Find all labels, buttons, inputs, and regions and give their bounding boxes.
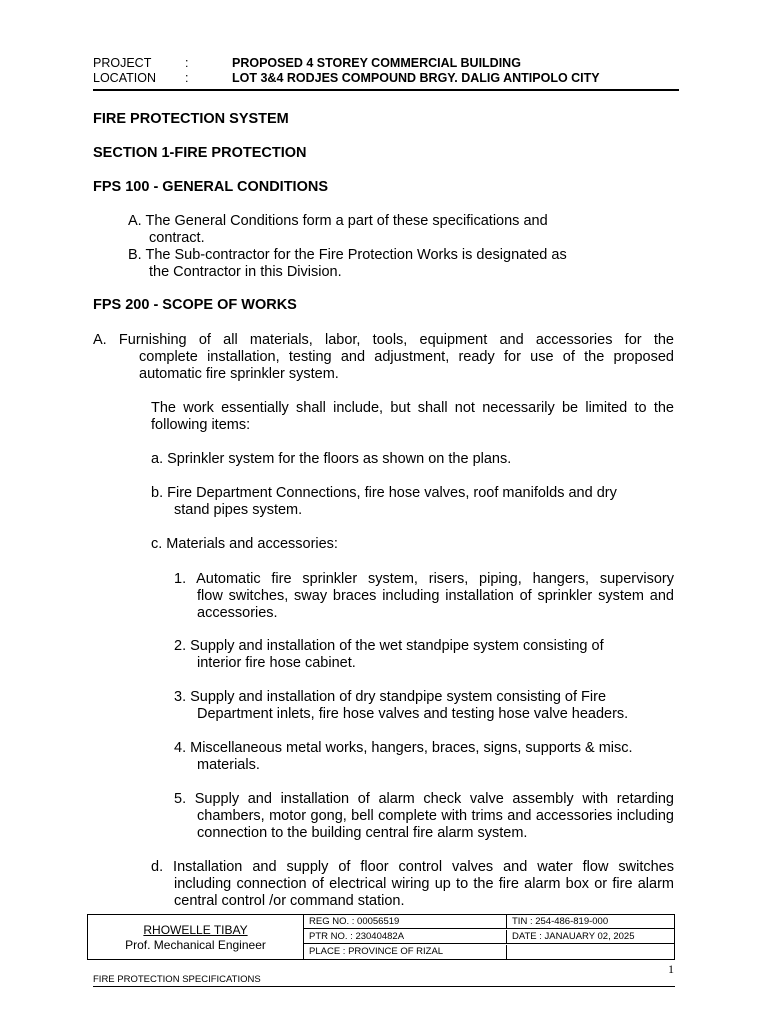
condition-a-line1: A. The General Conditions form a part of these specifications and [128,213,548,229]
item-b-line2: stand pipes system. [174,502,303,518]
item-b-line1: b. Fire Department Connections, fire hose valves, roof manifolds and dry [151,485,617,501]
scope-a-body: complete installation, testing and adjustment, ready for use of the proposed automatic fire sprinkler system. [139,349,674,382]
item-c3-line2: Department inlets, fire hose valves and testing hose valve headers. [197,706,629,722]
page-number: 1 [668,962,674,976]
project-label: PROJECT [93,56,152,70]
item-c: c. Materials and accessories: [151,536,338,552]
footer-divider [93,986,675,987]
item-c3-line1: 3. Supply and installation of dry standpipe system consisting of Fire [174,689,607,705]
item-d-body: including connection of electrical wiring up to the fire alarm box or fire alarm central control /or command station. [174,876,674,909]
empty-cell [507,945,674,959]
project-colon: : [185,56,189,70]
condition-a-line2: contract. [149,230,205,246]
date: DATE : JANAUARY 02, 2025 [507,930,674,944]
signature-box [87,914,675,960]
location-colon: : [185,71,189,85]
item-c2-line2: interior fire hose cabinet. [197,655,356,671]
tin: TIN : 254-486-819-000 [507,915,674,929]
item-c5-line1: 5. Supply and installation of alarm check valve assembly with retarding [174,791,674,807]
location-label: LOCATION [93,71,156,85]
item-a: a. Sprinkler system for the floors as shown on the plans. [151,451,512,467]
reg-no: REG NO. : 00056519 [304,915,507,929]
engineer-cell [88,915,304,959]
scope-intro: The work essentially shall include, but shall not necessarily be limited to the following items: [151,400,674,433]
scope-a-line1: A. Furnishing of all materials, labor, tools, equipment and accessories for the [93,332,674,348]
location-value: LOT 3&4 RODJES COMPOUND BRGY. DALIG ANTIPOLO CITY [232,71,600,85]
heading-fps-200: FPS 200 - SCOPE OF WORKS [93,297,297,313]
item-c4-line2: materials. [197,757,260,773]
item-c5-body: chambers, motor gong, bell complete with trims and accessories including connection to the building central fire alarm system. [197,808,674,841]
condition-b-line2: the Contractor in this Division. [149,264,342,280]
engineer-name: RHOWELLE TIBAY [143,923,248,937]
condition-b-line1: B. The Sub-contractor for the Fire Protection Works is designated as [128,247,567,263]
item-c1-body: flow switches, sway braces including installation of sprinkler system and accessories. [197,588,674,621]
header-divider [93,89,679,91]
item-c1-line1: 1. Automatic fire sprinkler system, risers, piping, hangers, supervisory [174,571,674,587]
project-value: PROPOSED 4 STOREY COMMERCIAL BUILDING [232,56,521,70]
engineer-title: Prof. Mechanical Engineer [125,938,266,952]
item-d-line1: d. Installation and supply of floor control valves and water flow switches [151,859,674,875]
heading-fire-protection-system: FIRE PROTECTION SYSTEM [93,111,289,127]
heading-fps-100: FPS 100 - GENERAL CONDITIONS [93,179,328,195]
item-c2-line1: 2. Supply and installation of the wet standpipe system consisting of [174,638,604,654]
place: PLACE : PROVINCE OF RIZAL [304,945,507,959]
footer-doc-title: FIRE PROTECTION SPECIFICATIONS [93,974,261,985]
heading-section-1: SECTION 1-FIRE PROTECTION [93,145,307,161]
ptr-no: PTR NO. : 23040482A [304,930,507,944]
item-c4-line1: 4. Miscellaneous metal works, hangers, braces, signs, supports & misc. [174,740,633,756]
